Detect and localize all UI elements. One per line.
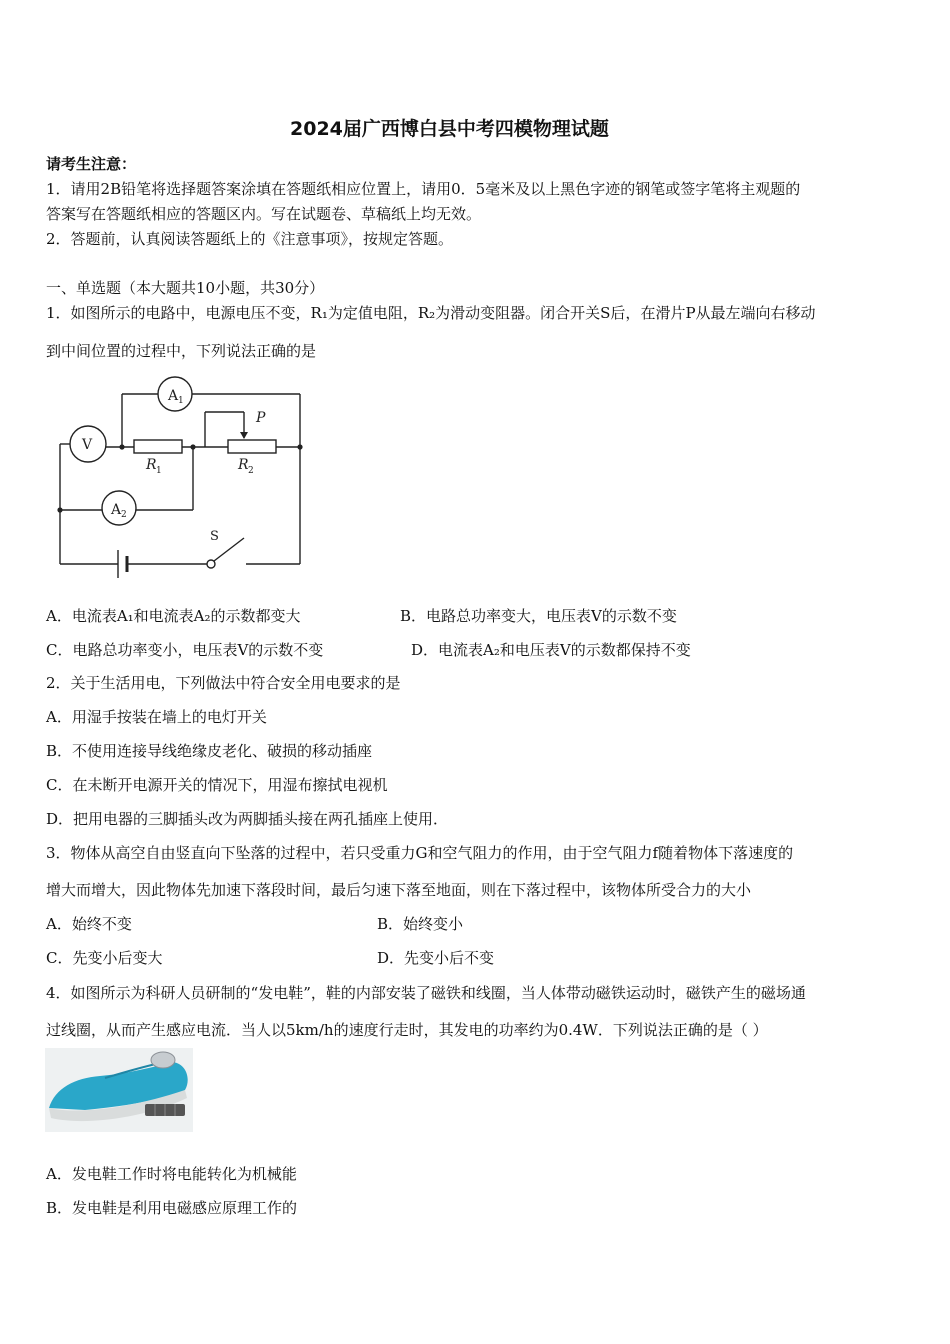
circuit-diagram xyxy=(50,372,320,587)
label-s: S xyxy=(210,529,219,544)
q3-option-d: D．先变小后不变 xyxy=(377,949,495,967)
notice-line-1a: 1．请用2B铅笔将选择题答案涂填在答题纸相应位置上，请用0．5毫米及以上黑色字迹的钢笔或签字笔将主观题的 xyxy=(46,180,801,198)
q3-option-a: A．始终不变 xyxy=(46,915,132,933)
q2-option-b: B．不使用连接导线绝缘皮老化、破损的移动插座 xyxy=(46,742,373,760)
section-heading: 一、单选题（本大题共10小题，共30分） xyxy=(46,279,325,297)
q4-stem-b: 过线圈，从而产生感应电流．当人以5km/h的速度行走时，其发电的功率约为0.4W．下列说法正确的是（ ） xyxy=(46,1021,768,1039)
generator-shoe-image xyxy=(45,1048,193,1132)
q1-stem-b: 到中间位置的过程中，下列说法正确的是 xyxy=(46,342,317,360)
page-title: 2024届广西博白县中考四模物理试题 xyxy=(290,118,609,140)
q4-option-b: B．发电鞋是利用电磁感应原理工作的 xyxy=(46,1199,298,1217)
label-r1-sub: 1 xyxy=(156,466,162,476)
slider-arrow-icon xyxy=(240,432,248,439)
label-p: P xyxy=(256,410,266,426)
q2-option-a: A．用湿手按装在墙上的电灯开关 xyxy=(46,708,267,726)
q4-option-a: A．发电鞋工作时将电能转化为机械能 xyxy=(46,1165,297,1183)
q2-option-d: D．把用电器的三脚插头改为两脚插头接在两孔插座上使用． xyxy=(46,810,449,828)
q3-option-c: C．先变小后变大 xyxy=(46,949,163,967)
q2-option-c: C．在未断开电源开关的情况下，用湿布擦拭电视机 xyxy=(46,776,388,794)
switch-pivot xyxy=(207,560,215,568)
label-a1-sub: 1 xyxy=(178,396,184,406)
q3-stem-b: 增大而增大，因此物体先加速下落段时间，最后匀速下落至地面，则在下落过程中，该物体所受合力的大小 xyxy=(46,881,752,899)
label-a2-sub: 2 xyxy=(121,510,127,520)
notice-heading: 请考生注意： xyxy=(46,155,137,173)
label-r1: R xyxy=(146,457,157,473)
notice-line-2: 2．答题前，认真阅读答题纸上的《注意事项》，按规定答题。 xyxy=(46,230,454,248)
junction-dot xyxy=(297,444,302,449)
q2-stem: 2．关于生活用电，下列做法中符合安全用电要求的是 xyxy=(46,674,401,692)
label-r2: R xyxy=(238,457,249,473)
notice-line-1b: 答案写在答题纸相应的答题区内。写在试题卷、草稿纸上均无效。 xyxy=(46,205,482,223)
q1-option-b: B．电路总功率变大，电压表V的示数不变 xyxy=(400,607,677,625)
label-r2-sub: 2 xyxy=(248,466,254,476)
junction-dot xyxy=(119,444,124,449)
q3-stem-a: 3．物体从高空自由竖直向下坠落的过程中，若只受重力G和空气阻力的作用，由于空气阻力f随着物体下落速度的 xyxy=(46,844,794,862)
q1-stem-a: 1．如图所示的电路中，电源电压不变，R₁为定值电阻，R₂为滑动变阻器。闭合开关S后，在滑片P从最左端向右移动 xyxy=(46,304,816,322)
q1-option-c: C．电路总功率变小，电压表V的示数不变 xyxy=(46,641,324,659)
junction-dot xyxy=(57,507,62,512)
q4-stem-a: 4．如图所示为科研人员研制的“发电鞋”，鞋的内部安装了磁铁和线圈，当人体带动磁铁运动时，磁铁产生的磁场通 xyxy=(46,984,806,1002)
resistor-r2 xyxy=(228,440,276,453)
label-a2: A xyxy=(111,502,122,518)
resistor-r1 xyxy=(134,440,182,453)
q1-option-d: D．电流表A₂和电压表V的示数都保持不变 xyxy=(411,641,691,659)
label-v: V xyxy=(82,437,93,453)
label-a1: A xyxy=(168,388,179,404)
q3-option-b: B．始终变小 xyxy=(377,915,464,933)
q1-option-a: A．电流表A₁和电流表A₂的示数都变大 xyxy=(46,607,301,625)
junction-dot xyxy=(190,444,195,449)
